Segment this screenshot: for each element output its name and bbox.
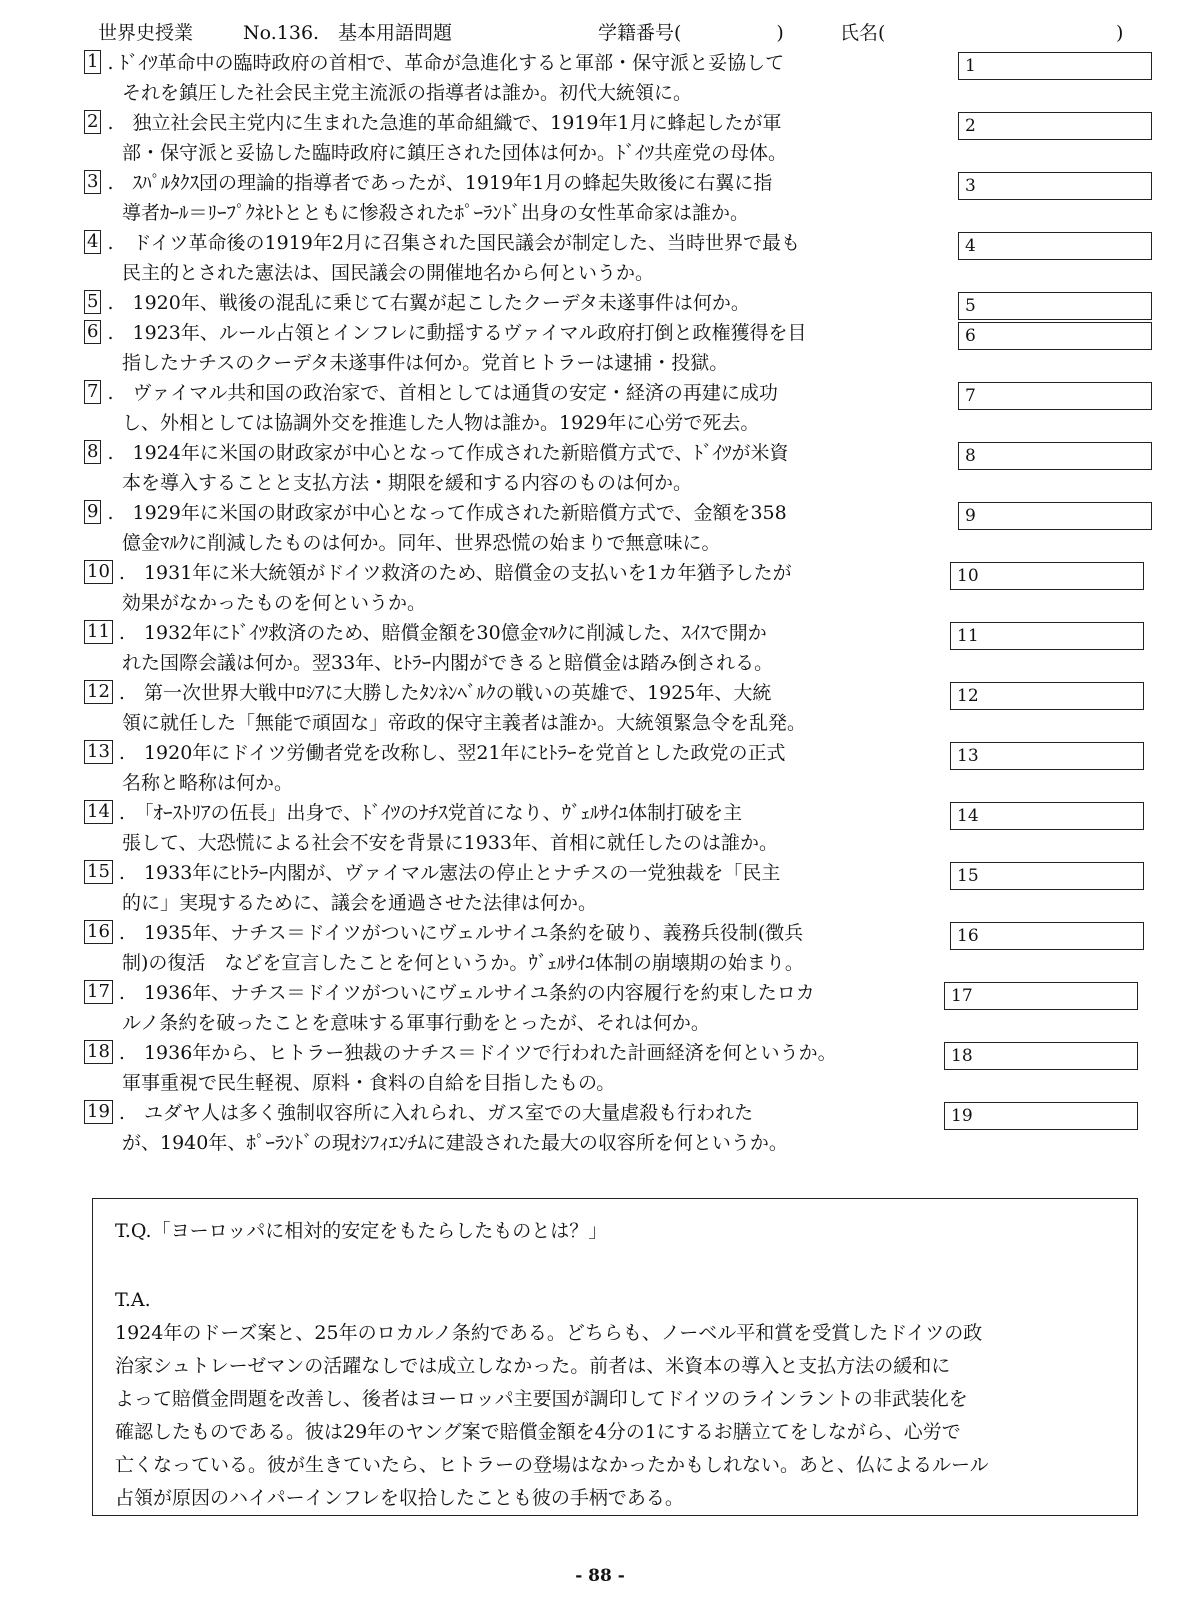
question-7 [84,378,964,438]
question-number: 15 [84,860,113,884]
question-text: . 1935年、ナチス＝ドイツがついにヴェルサイユ条約を破り、義務兵役制(徴兵 [118,922,804,944]
answer-box-17[interactable]: 17 [944,982,1138,1010]
name-close-paren: ) [1116,22,1124,44]
question-number: 17 [84,980,113,1004]
question-text-line2: 本を導入することと支払方法・期限を緩和する内容のものは何か。 [122,472,693,494]
question-text-line1 [84,738,964,768]
question-number: 14 [84,800,113,824]
question-16 [84,918,964,978]
question-text-line2: 張して、大恐慌による社会不安を背景に1933年、首相に就任したのは誰か。 [122,832,778,854]
question-text-line2: 名称と略称は何か。 [122,772,294,794]
question-11 [84,618,964,678]
question-1 [84,48,964,108]
question-number: 4 [84,230,101,254]
question-14 [84,798,964,858]
question-number: 2 [84,110,101,134]
ta-answer-line: よって賠償金問題を改善し、後者はヨーロッパ主要国が調印してドイツのラインラントの非武装化を [115,1388,968,1410]
answer-box-4[interactable]: 4 [958,232,1152,260]
question-8 [84,438,964,498]
question-number: 19 [84,1100,113,1124]
question-text-line1 [84,558,964,588]
question-number: 10 [84,560,113,584]
answer-box-9[interactable]: 9 [958,502,1152,530]
question-text-line1 [84,1098,964,1128]
question-6 [84,318,964,378]
question-text-line2: 制)の復活 などを宣言したことを何というか。ｳﾞｪﾙｻｲﾕ体制の崩壊期の始まり。 [122,952,804,974]
question-text: . ヴァイマル共和国の政治家で、首相としては通貨の安定・経済の再建に成功 [107,382,778,404]
question-text-line1 [84,858,964,888]
answer-box-15[interactable]: 15 [950,862,1144,890]
ta-answer-line: 確認したものである。彼は29年のヤング案で賠償金額を4分の1にするお膳立てをしながら、心労で [115,1421,961,1443]
question-text: . ｽﾊﾟﾙﾀｸｽ団の理論的指導者であったが、1919年1月の蜂起失敗後に右翼に指 [107,172,773,194]
question-number: 9 [84,500,101,524]
question-text-line1 [84,1038,964,1068]
question-number: 7 [84,380,101,404]
question-text: . 1931年に米大統領がドイツ救済のため、賠償金の支払いを1カ年猶予したが [118,562,792,584]
question-text: . 1936年から、ヒトラー独裁のナチス＝ドイツで行われた計画経済を何というか。 [118,1042,837,1064]
question-number: 8 [84,440,101,464]
question-text: . 1920年にドイツ労働者党を改称し、翌21年にﾋﾄﾗｰを党首とした政党の正式 [118,742,786,764]
question-text-line1 [84,228,964,258]
question-text-line2: 民主的とされた憲法は、国民議会の開催地名から何というか。 [122,262,655,284]
question-text-line1 [84,498,964,528]
question-3 [84,168,964,228]
question-text-line2: 的に」実現するために、議会を通過させた法律は何か。 [122,892,598,914]
answer-box-5[interactable]: 5 [958,292,1152,320]
answer-box-16[interactable]: 16 [950,922,1144,950]
answer-box-3[interactable]: 3 [958,172,1152,200]
question-text: . 独立社会民主党内に生まれた急進的革命組織で、1919年1月に蜂起したが軍 [107,112,782,134]
question-text: . 1923年、ルール占領とインフレに動揺するヴァイマル政府打倒と政権獲得を目 [107,322,807,344]
question-text-line2: が、1940年、ﾎﾟｰﾗﾝﾄﾞの現ｵｼﾌｨｴﾝﾁﾑに建設された最大の収容所を何というか。 [122,1132,788,1154]
question-4 [84,228,964,288]
question-5 [84,288,964,318]
question-text: . 1929年に米国の財政家が中心となって作成された新賠償方式で、金額を358 [107,502,787,524]
question-text-line1 [84,978,964,1008]
question-10 [84,558,964,618]
question-text: . ユダヤ人は多く強制収容所に入れられ、ガス室での大量虐殺も行われた [118,1102,754,1124]
question-text: . 1932年にﾄﾞｲﾂ救済のため、賠償金額を30億金ﾏﾙｸに削減した、ｽｲｽで開か [118,622,767,644]
question-text-line2: 軍事重視で民生軽視、原料・食料の自給を目指したもの。 [122,1072,616,1094]
answer-box-18[interactable]: 18 [944,1042,1138,1070]
answer-box-12[interactable]: 12 [950,682,1144,710]
question-text-line1 [84,618,964,648]
answer-box-6[interactable]: 6 [958,322,1152,350]
question-number: 3 [84,170,101,194]
page-number: - 88 - [575,1566,625,1586]
question-text: . ﾄﾞｲﾂ革命中の臨時政府の首相で、革命が急進化すると軍部・保守派と妥協して [107,52,785,74]
question-text-line2: 効果がなかったものを何というか。 [122,592,427,614]
question-18 [84,1038,964,1098]
question-text: . 1920年、戦後の混乱に乗じて右翼が起こしたクーデタ未遂事件は何か。 [107,292,750,314]
question-number: 16 [84,920,113,944]
answer-box-7[interactable]: 7 [958,382,1152,410]
ta-answer-line: 治家シュトレーゼマンの活躍なしでは成立しなかった。前者は、米資本の導入と支払方法の緩和に [115,1355,951,1377]
answer-box-14[interactable]: 14 [950,802,1144,830]
answer-box-1[interactable]: 1 [958,52,1152,80]
answer-box-8[interactable]: 8 [958,442,1152,470]
question-9 [84,498,964,558]
ta-answer-line: 亡くなっている。彼が生きていたら、ヒトラーの登場はなかったかもしれない。あと、仏によるルール [115,1454,989,1476]
question-text: . 「ｵｰｽﾄﾘｱの伍長」出身で、ﾄﾞｲﾂのﾅﾁｽ党首になり、ｳﾞｪﾙｻｲﾕ体制打破を主 [118,802,743,824]
answer-box-10[interactable]: 10 [950,562,1144,590]
question-13 [84,738,964,798]
question-text-line2: 指したナチスのクーデタ未遂事件は何か。党首ヒトラーは逮捕・投獄。 [122,352,729,374]
question-text-line1 [84,288,964,318]
question-19 [84,1098,964,1158]
question-12 [84,678,964,738]
question-17 [84,978,964,1038]
question-text-line1 [84,678,964,708]
question-text-line2: 部・保守派と妥協した臨時政府に鎮圧された団体は何か。ﾄﾞｲﾂ共産党の母体。 [122,142,788,164]
question-text-line1 [84,798,964,828]
question-text-line2: ルノ条約を破ったことを意味する軍事行動をとったが、それは何か。 [122,1012,710,1034]
question-2 [84,108,964,168]
question-text-line2: それを鎮圧した社会民主党主流派の指導者は誰か。初代大統領に。 [122,82,693,104]
question-text-line1 [84,378,964,408]
worksheet-title: 基本用語問題 [338,22,453,44]
question-text-line1 [84,48,964,78]
question-text-line2: 領に就任した「無能で頑固な」帝政的保守主義者は誰か。大統領緊急令を乱発。 [122,712,807,734]
ta-answer-line: 1924年のドーズ案と、25年のロカルノ条約である。どちらも、ノーベル平和賞を受賞したドイツの政 [115,1322,983,1344]
ta-label: T.A. [115,1289,151,1311]
name-label: 氏名( [840,22,886,44]
question-number: 6 [84,320,101,344]
question-number: 12 [84,680,113,704]
question-text: . 1933年にﾋﾄﾗｰ内閣が、ヴァイマル憲法の停止とナチスの一党独裁を「民主 [118,862,781,884]
question-number: 13 [84,740,113,764]
question-15 [84,858,964,918]
question-text-line1 [84,108,964,138]
question-text: . 1924年に米国の財政家が中心となって作成された新賠償方式で、ﾄﾞｲﾂが米資 [107,442,789,464]
question-text: . 第一次世界大戦中ﾛｼｱに大勝したﾀﾝﾈﾝﾍﾞﾙｸの戦いの英雄で、1925年、大統 [118,682,772,704]
worksheet-header [98,18,1158,48]
tq-question: T.Q.「ヨーロッパに相対的安定をもたらしたものとは？」 [115,1220,608,1242]
ta-answer-line: 占領が原因のハイパーインフレを収拾したことも彼の手柄である。 [115,1487,684,1509]
ta-answer [115,1317,1115,1515]
tq-box [92,1198,1138,1516]
question-text-line1 [84,438,964,468]
question-number: 11 [84,620,113,644]
question-text-line2: し、外相としては協調外交を推進した人物は誰か。1929年に心労で死去。 [122,412,760,434]
question-text-line1 [84,918,964,948]
question-number: 18 [84,1040,113,1064]
worksheet-number: No.136. [243,22,320,44]
question-text-line1 [84,168,964,198]
question-text-line2: 導者ｶｰﾙ＝ﾘｰﾌﾟｸﾈﾋﾄとともに惨殺されたﾎﾟｰﾗﾝﾄﾞ出身の女性革命家は誰か。 [122,202,750,224]
question-text-line2: れた国際会議は何か。翌33年、ﾋﾄﾗｰ内閣ができると賠償金は踏み倒される。 [122,652,774,674]
question-text: . ドイツ革命後の1919年2月に召集された国民議会が制定した、当時世界で最も [107,232,800,254]
answer-box-19[interactable]: 19 [944,1102,1138,1130]
course-title: 世界史授業 [98,22,194,44]
question-number: 1 [84,50,101,74]
question-text-line2: 億金ﾏﾙｸに削減したものは何か。同年、世界恐慌の始まりで無意味に。 [122,532,721,554]
answer-box-11[interactable]: 11 [950,622,1144,650]
student-id-label: 学籍番号( ) [598,22,784,44]
question-text-line1 [84,318,964,348]
question-text: . 1936年、ナチス＝ドイツがついにヴェルサイユ条約の内容履行を約束したロカ [118,982,815,1004]
answer-box-13[interactable]: 13 [950,742,1144,770]
answer-box-2[interactable]: 2 [958,112,1152,140]
question-number: 5 [84,290,101,314]
